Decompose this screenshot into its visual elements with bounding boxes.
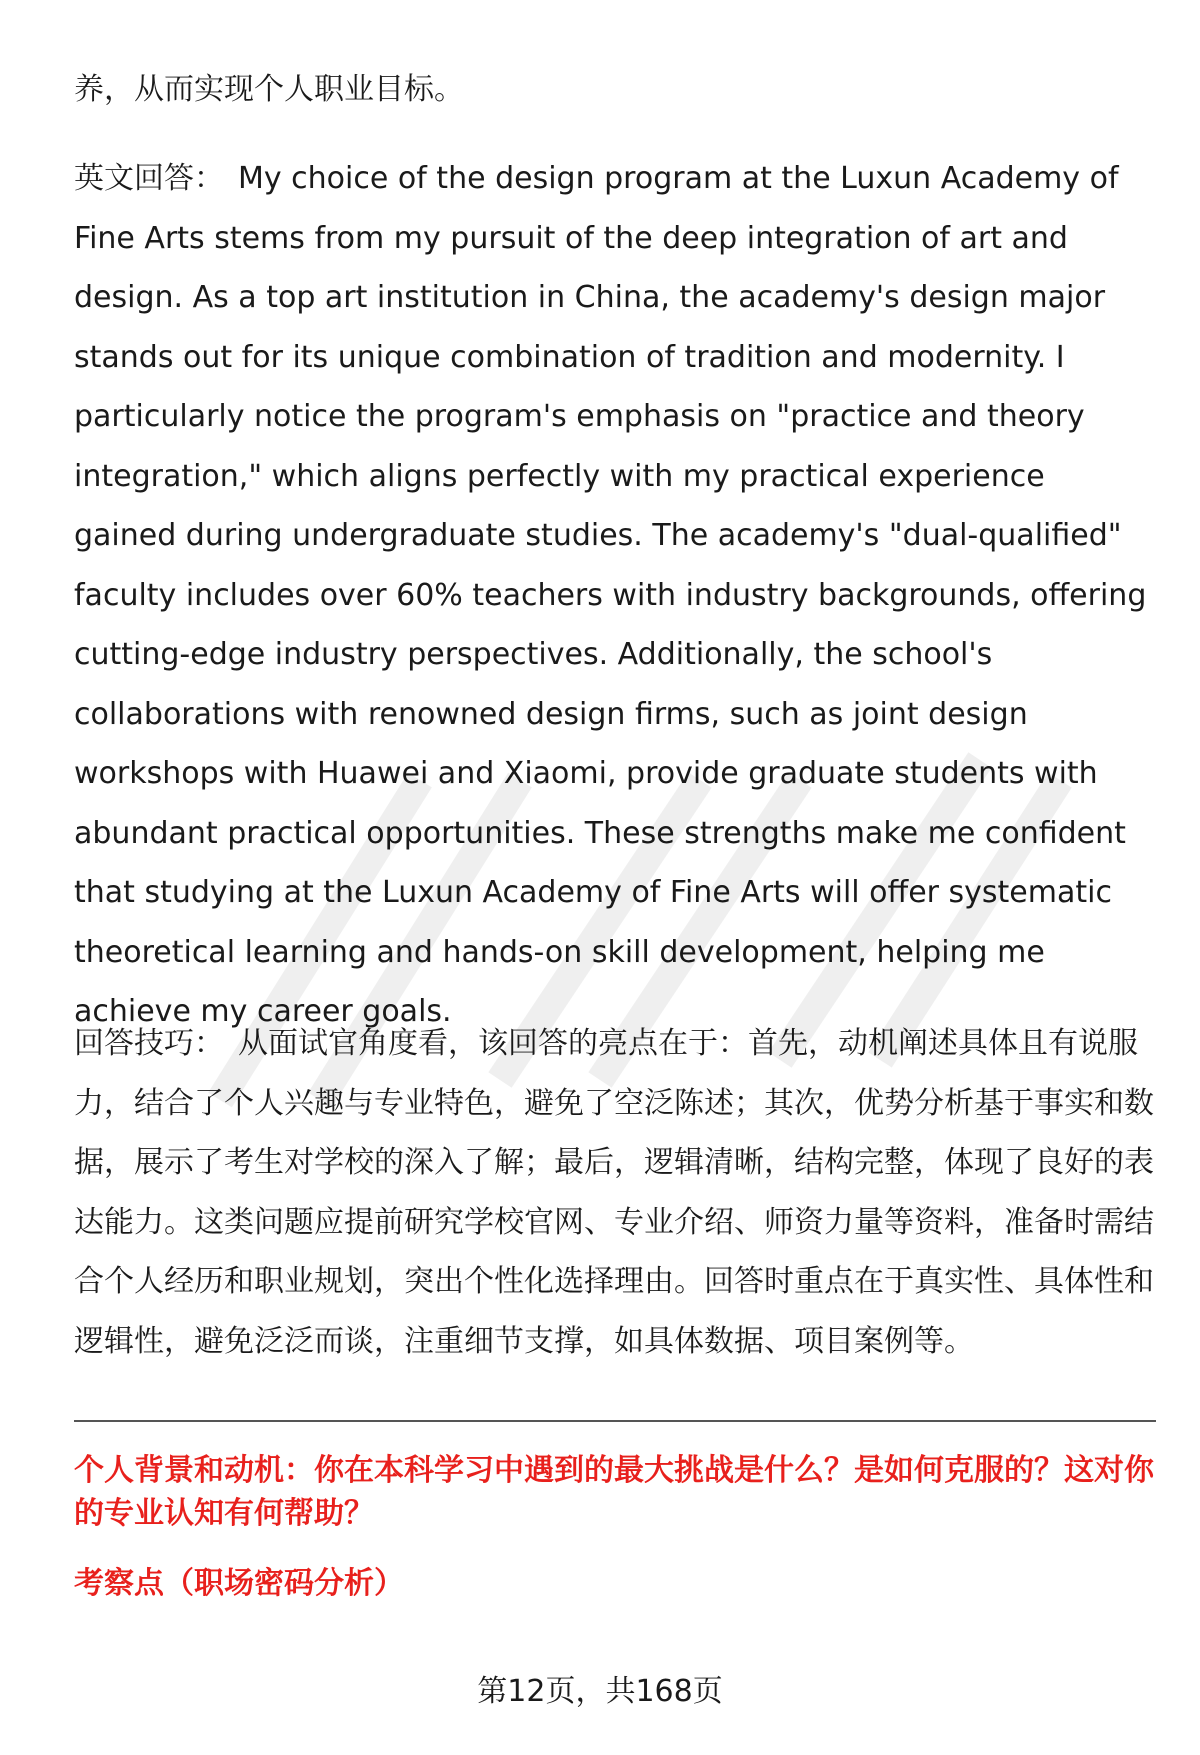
section-divider xyxy=(74,1420,1156,1422)
intro-text: 养，从而实现个人职业目标。 xyxy=(74,72,464,107)
page-indicator: 第12页，共168页 xyxy=(477,1674,723,1709)
intro-paragraph xyxy=(74,60,1156,120)
answer-tips-paragraph xyxy=(74,1014,1156,1371)
answer-tips-text: 从面试官角度看，该回答的亮点在于：首先，动机阐述具体且有说服力，结合了个人兴趣与专业特色，避免了空泛陈述；其次，优势分析基于事实和数据，展示了考生对学校的深入了解；最后，逻辑清晰，结构完整，体现了良好的表达能力。这类问题应提前研究学校官网、专业介绍、师资力量等资料，准备时需结合个人经历和职业规划，突出个性化选择理由。回答时重点在于真实性、具体性和逻辑性，避免泛泛而谈，注重细节支撑，如具体数据、项目案例等。 xyxy=(74,1026,1154,1359)
next-question-heading: 个人背景和动机：你在本科学习中遇到的最大挑战是什么？是如何克服的？这对你的专业认知有何帮助？ xyxy=(74,1453,1154,1531)
english-answer-text: My choice of the design program at the Luxun Academy of Fine Arts stems from my pursuit of the deep integration of art and design. As a top art institution in China, the academy's design major stands out for its unique combination of tradition and modernity. I particularly notice the program's emphasis on "practice and theory integration," which aligns perfectly with my practical experience gained during undergraduate studies. The academy's "dual-qualified" faculty includes over 60% teachers with industry backgrounds, offering cutting-edge industry perspectives. Additionally, the school's collaborations with renowned design firms, such as joint design workshops with Huawei and Xiaomi, provide graduate students with abundant practical opportunities. These strengths make me confident that studying at the Luxun Academy of Fine Arts will offer systematic theoretical learning and hands-on skill development, helping me achieve my career goals. xyxy=(74,161,1147,1029)
english-answer-label: 英文回答： xyxy=(74,161,224,196)
document-page xyxy=(74,0,1156,1755)
answer-tips-label: 回答技巧： xyxy=(74,1026,224,1061)
assessment-points-heading: 考察点（职场密码分析） xyxy=(74,1566,404,1601)
english-answer-paragraph xyxy=(74,149,1156,1042)
